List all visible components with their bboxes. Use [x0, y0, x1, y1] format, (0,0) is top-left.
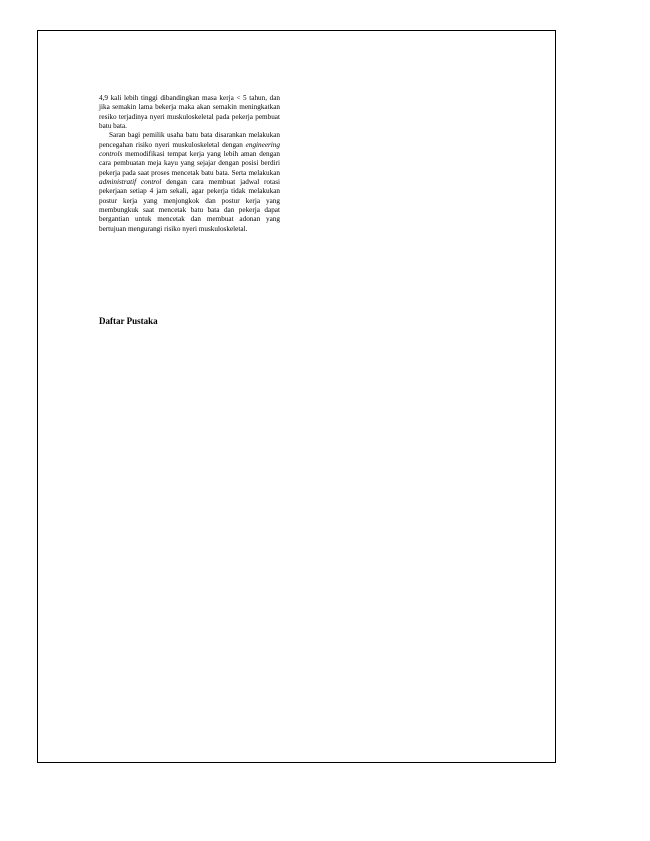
suggestion-text-3: dengan cara membuat jadwal rotasi pekerjaan setiap 4 jam sekali, agar pekerja tidak melakukan postur kerja yang menjongkok dan postur kerja yang membungkuk saat mencetak batu bata dan pekerja dapat bergantian untuk mencetak dan membuat adonan yang bertujuan mengurangi risiko nyeri muskuloskeletal.	[99, 178, 281, 233]
document-page	[37, 30, 556, 763]
paragraph-suggestion	[99, 131, 280, 234]
references-heading: Daftar Pustaka	[99, 316, 158, 326]
paragraph-continued: 4,9 kali lebih tinggi dibandingkan masa kerja < 5 tahun, dan jika semakin lama bekerja maka akan semakin meningkatkan resiko terjadinya nyeri muskuloskeletal pada pekerja pembuat batu bata.	[99, 94, 280, 131]
suggestion-text-1: Saran bagi pemilik usaha batu bata disarankan melakukan pencegahan risiko nyeri muskuloskeletal dengan	[99, 131, 280, 149]
suggestion-text-2: memodifikasi tempat kerja yang lebih aman dengan cara pembuatan meja kayu yang sejajar dengan posisi berdiri pekerja pada saat proses mencetak batu bata. Serta melakukan	[99, 150, 280, 177]
term-administratif-control: administratif control	[99, 178, 162, 187]
term-engineering-controls: engineering controls	[99, 140, 280, 159]
text-column	[99, 94, 280, 234]
